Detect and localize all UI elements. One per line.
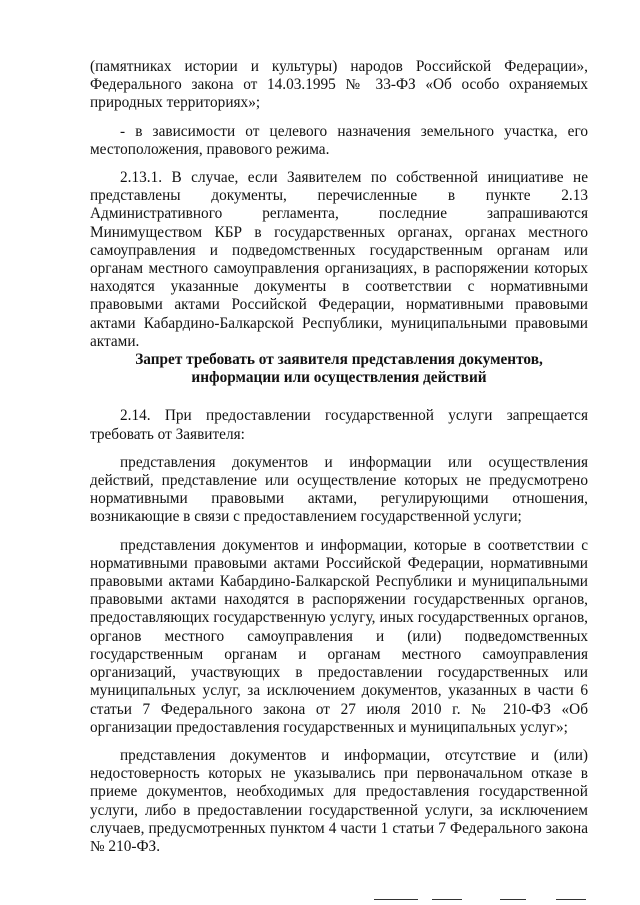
paragraph-prohibition-item-2: представления документов и информации, которые в соответствии с нормативными правовыми актами Российской Федерации, нормативными правовыми актами Кабардино-Балкарской Республики и муниципальными правовыми актами находятся в распоряжении государственных органов, предоставляющих государственную услугу, иных государственных органов, органов местного самоуправления и (или) подведомственных государственным органам и органам местного самоуправления организаций, участвующих в предоставлении государственных или муниципальных услуг, за исключением документов, указанных в части 6 статьи 7 Федерального закона от 27 июля 2010 г. № 210-ФЗ «Об организации предоставления государственных и муниципальных услуг»; <box>90 536 588 736</box>
paragraph-2-14: 2.14. При предоставлении государственной услуги запрещается требовать от Заявителя: <box>90 407 588 443</box>
paragraph-land-purpose: - в зависимости от целевого назначения земельного участка, его местоположения, правового режима. <box>90 122 588 158</box>
paragraph-continuation-monuments: (памятниках истории и культуры) народов Российской Федерации», Федерального закона от 14.03.1995 № 33-ФЗ «Об особо охраняемых природных территориях»; <box>90 58 588 112</box>
document-body <box>90 58 588 856</box>
paragraph-2-13-1: 2.13.1. В случае, если Заявителем по собственной инициативе не представлены документы, перечисленные в пункте 2.13 Административного регламента, последние запрашиваются Минимуществом КБР в государственных органах, органах местного самоуправления и подведомственных государственным органам или органам местного самоуправления организациях, в распоряжении которых находятся указанные документы в соответствии с нормативными правовыми актами Российской Федерации, нормативными правовыми актами Кабардино-Балкарской Республики, муниципальными правовыми актами. <box>90 169 588 350</box>
paragraph-prohibition-item-1: представления документов и информации или осуществления действий, представление или осуществление которых не предусмотрено нормативными правовыми актами, регулирующими отношения, возникающие в связи с предоставлением государственной услуги; <box>90 453 588 526</box>
section-heading-prohibition: Запрет требовать от заявителя представления документов, информации или осуществления действий <box>135 351 543 387</box>
paragraph-prohibition-item-3: представления документов и информации, отсутствие и (или) недостоверность которых не указывались при первоначальном отказе в приеме документов, необходимых для предоставления государственной услуги, либо в предоставлении государственной услуги, за исключением случаев, предусмотренных пунктом 4 части 1 статьи 7 Федерального закона № 210-ФЗ. <box>90 746 588 855</box>
footer-rule-segment <box>432 899 462 900</box>
footer-rule-segment <box>374 899 418 900</box>
footer-rule-segment <box>556 899 586 900</box>
footer-rule-segment <box>500 899 526 900</box>
